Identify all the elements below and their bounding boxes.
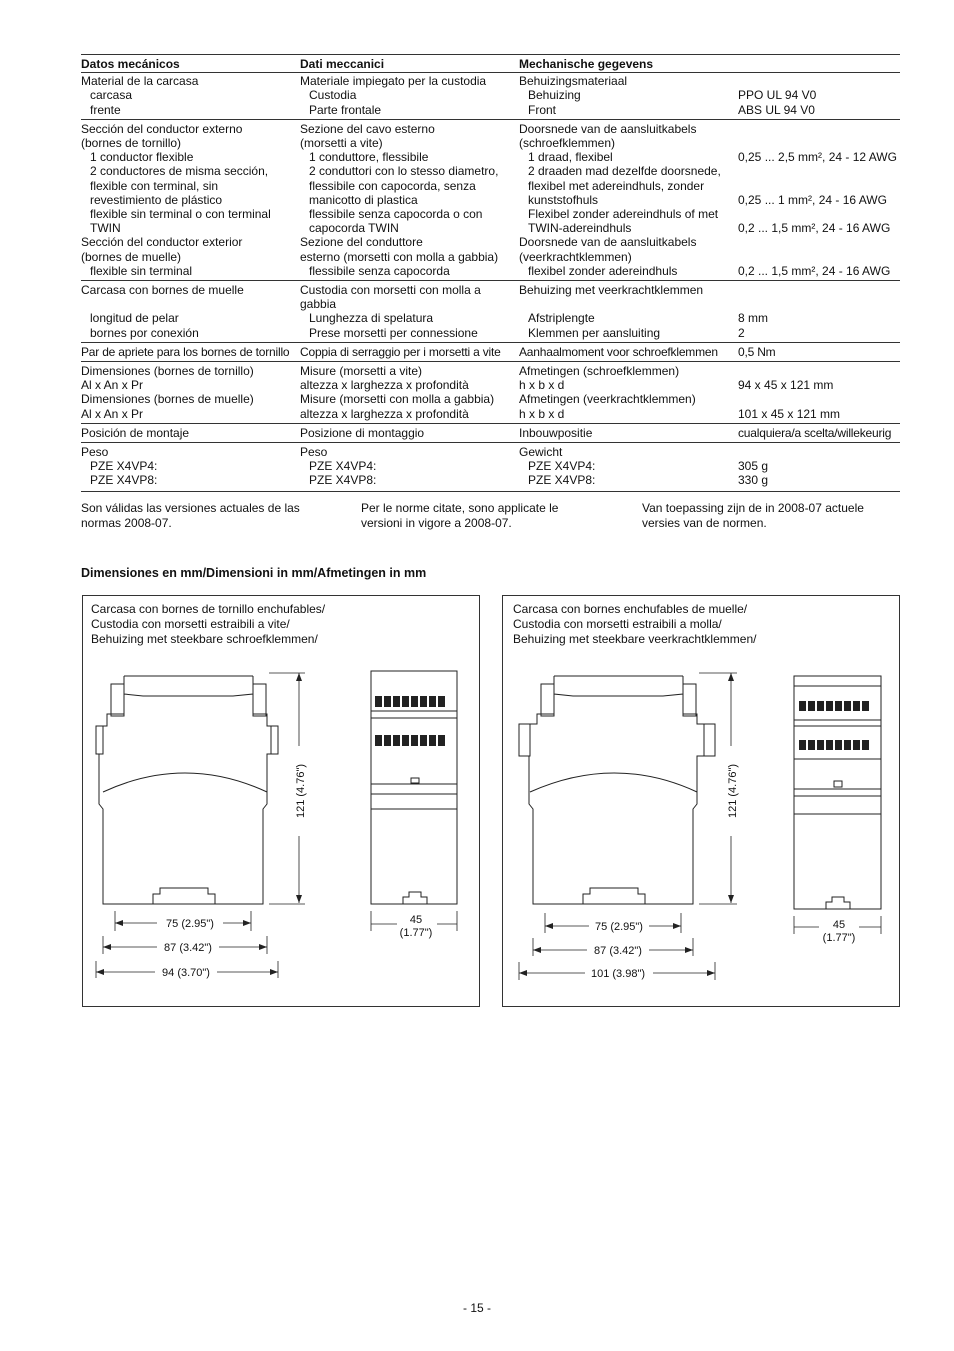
cell-line: manicotto di plastica bbox=[309, 192, 418, 207]
table-cell bbox=[738, 423, 900, 442]
table-cell bbox=[519, 443, 738, 492]
cell-line: 0,2 ... 1,5 mm², 24 - 16 AWG bbox=[738, 221, 891, 236]
cell-line: h x b x d bbox=[519, 406, 565, 421]
note-it: Per le norme citate, sono applicate le versioni in vigore a 2008-07. bbox=[361, 501, 559, 530]
cell-line: (bornes de muelle) bbox=[81, 249, 182, 264]
mechanical-data-table bbox=[81, 54, 900, 492]
depth-label: 45 bbox=[409, 914, 423, 926]
table-row bbox=[81, 281, 900, 343]
cell-line: Klemmen per aansluiting bbox=[528, 325, 661, 340]
cell-line bbox=[738, 283, 900, 297]
cell-line: 0,5 Nm bbox=[738, 344, 776, 359]
table-cell bbox=[300, 443, 519, 492]
cell-line: Behuizing bbox=[528, 88, 581, 103]
cell-line bbox=[738, 250, 900, 264]
cell-line: 8 mm bbox=[738, 311, 768, 326]
table-cell bbox=[738, 362, 900, 424]
caption-line: Carcasa con bornes de tornillo enchufables/ bbox=[91, 602, 326, 616]
cell-line: Behuizingsmateriaal bbox=[519, 74, 628, 89]
cell-line: esterno (morsetti con molla a gabbia) bbox=[300, 249, 499, 264]
cell-line: Posición de montaje bbox=[81, 425, 190, 440]
cell-line: Misure (morsetti a vite) bbox=[300, 364, 423, 379]
cell-line: Front bbox=[528, 102, 557, 117]
cell-line: Lunghezza di spelatura bbox=[309, 311, 434, 326]
table-cell bbox=[81, 281, 300, 343]
cell-line: PZE X4VP8: bbox=[90, 473, 158, 488]
cell-line: 1 draad, flexibel bbox=[528, 150, 613, 165]
cell-line: bornes por conexión bbox=[90, 325, 199, 340]
table-header-cell bbox=[738, 55, 900, 73]
cell-line: Sezione del conduttore bbox=[300, 235, 423, 250]
cell-line: (schroefklemmen) bbox=[519, 136, 616, 151]
table-header-cell: Dati meccanici bbox=[300, 55, 519, 73]
table-cell bbox=[300, 73, 519, 120]
cell-line: longitud de pelar bbox=[90, 311, 179, 326]
cell-line: 0,25 ... 1 mm², 24 - 16 AWG bbox=[738, 192, 887, 207]
cell-line: Inbouwpositie bbox=[519, 425, 593, 440]
drawing-spring-terminals bbox=[502, 595, 900, 1007]
depth-inch-label: (1.77") bbox=[399, 927, 433, 939]
cell-line: Dimensiones (bornes de tornillo) bbox=[81, 364, 254, 379]
cell-line: Afstriplengte bbox=[528, 311, 595, 326]
cell-line: TWIN bbox=[90, 221, 121, 236]
cell-line: Aanhaalmoment voor schroefklemmen bbox=[519, 344, 718, 359]
table-cell bbox=[81, 443, 300, 492]
cell-line: frente bbox=[90, 102, 121, 117]
cell-line: Sección del conductor externo bbox=[81, 121, 243, 136]
table-cell bbox=[300, 362, 519, 424]
cell-line: (bornes de tornillo) bbox=[81, 136, 182, 151]
cell-line bbox=[738, 179, 900, 193]
cell-line bbox=[738, 207, 900, 221]
cell-line: Peso bbox=[81, 445, 109, 460]
cell-line: Behuizing met veerkrachtklemmen bbox=[519, 283, 704, 298]
table-cell bbox=[300, 423, 519, 442]
table-row bbox=[81, 73, 900, 120]
width-94-label: 94 (3.70") bbox=[162, 967, 210, 979]
cell-line: carcasa bbox=[90, 88, 133, 103]
cell-line: Doorsnede van de aansluitkabels bbox=[519, 235, 697, 250]
width-75-label: 75 (2.95") bbox=[595, 921, 643, 933]
table-cell bbox=[738, 342, 900, 361]
table-cell bbox=[738, 281, 900, 343]
page-number: - 15 - bbox=[462, 1301, 491, 1315]
cell-line: cualquiera/a scelta/willekeurig bbox=[738, 425, 892, 440]
cell-line: PZE X4VP8: bbox=[309, 473, 377, 488]
note-nl: Van toepassing zijn de in 2008-07 actuele versies van de normen. bbox=[642, 501, 864, 530]
cell-line: 0,25 ... 2,5 mm², 24 - 12 AWG bbox=[738, 150, 897, 165]
cell-line: 2 bbox=[738, 325, 745, 340]
cell-line: Afmetingen (schroefklemmen) bbox=[519, 364, 680, 379]
cell-line: Doorsnede van de aansluitkabels bbox=[519, 121, 697, 136]
cell-line: Sezione del cavo esterno bbox=[300, 121, 435, 136]
height-label: 121 (4.76") bbox=[727, 763, 739, 819]
cell-line: 101 x 45 x 121 mm bbox=[738, 406, 841, 421]
cell-line: 94 x 45 x 121 mm bbox=[738, 378, 834, 393]
cell-line: PZE X4VP4: bbox=[90, 459, 158, 474]
cell-line: 2 draaden mad dezelfde doorsnede, bbox=[528, 164, 721, 179]
table-cell bbox=[519, 73, 738, 120]
table-header-cell: Mechanische gegevens bbox=[519, 55, 738, 73]
table-cell bbox=[81, 362, 300, 424]
table-cell bbox=[81, 423, 300, 442]
cell-line: PZE X4VP4: bbox=[309, 459, 377, 474]
cell-line: 1 conduttore, flessibile bbox=[309, 150, 429, 165]
caption-line: Custodia con morsetti estraibili a vite/ bbox=[91, 617, 290, 631]
cell-line: ABS UL 94 V0 bbox=[738, 102, 815, 117]
cell-line bbox=[738, 392, 900, 406]
table-cell bbox=[519, 281, 738, 343]
cell-line: 2 conductores de misma sección, bbox=[90, 164, 269, 179]
cell-line: revestimiento de plástico bbox=[90, 192, 223, 207]
height-label: 121 (4.76") bbox=[295, 763, 307, 819]
cell-line: (veerkrachtklemmen) bbox=[519, 249, 632, 264]
cell-line: Misure (morsetti con molla a gabbia) bbox=[300, 392, 495, 407]
cell-line: Posizione di montaggio bbox=[300, 425, 425, 440]
cell-line: Al x An x Pr bbox=[81, 378, 144, 393]
cell-line: PZE X4VP4: bbox=[528, 459, 596, 474]
cell-line: altezza x larghezza x profondità bbox=[300, 378, 469, 393]
cell-line bbox=[738, 445, 900, 459]
cell-line: h x b x d bbox=[519, 378, 565, 393]
table-cell bbox=[300, 342, 519, 361]
depth-inch-label: (1.77") bbox=[822, 932, 856, 944]
table-cell bbox=[81, 73, 300, 120]
cell-line: Gewicht bbox=[519, 445, 563, 460]
cell-line bbox=[738, 136, 900, 150]
cell-line: flexible sin terminal o con terminal bbox=[90, 207, 271, 222]
cell-line: 1 conductor flexible bbox=[90, 150, 194, 165]
cell-line: Custodia con morsetti con molla a bbox=[300, 283, 481, 298]
cell-line: Material de la carcasa bbox=[81, 74, 199, 89]
cell-line bbox=[738, 364, 900, 378]
cell-line: Sección del conductor exterior bbox=[81, 235, 243, 250]
cell-line: Prese morsetti per connessione bbox=[309, 325, 478, 340]
cell-line bbox=[738, 235, 900, 249]
width-75-label: 75 (2.95") bbox=[166, 918, 214, 930]
cell-line: flessibile con capocorda, senza bbox=[309, 178, 476, 193]
table-row bbox=[81, 342, 900, 361]
table-cell bbox=[519, 119, 738, 280]
table-cell bbox=[300, 119, 519, 280]
table-cell bbox=[519, 423, 738, 442]
table-row bbox=[81, 362, 900, 424]
cell-line: (morsetti a vite) bbox=[300, 136, 383, 151]
cell-line: Coppia di serraggio per i morsetti a vite bbox=[300, 344, 501, 359]
cell-line: Flexibel zonder adereindhuls of met bbox=[528, 207, 719, 222]
cell-line: Dimensiones (bornes de muelle) bbox=[81, 392, 254, 407]
cell-line bbox=[81, 297, 300, 311]
width-101-label: 101 (3.98") bbox=[590, 968, 646, 980]
cell-line: Peso bbox=[300, 445, 328, 460]
table-cell bbox=[81, 119, 300, 280]
cell-line: flexible sin terminal bbox=[90, 263, 193, 278]
cell-line: 330 g bbox=[738, 473, 769, 488]
caption-line: Behuizing met steekbare veerkrachtklemmen/ bbox=[513, 632, 757, 646]
drawing-screw-terminals bbox=[82, 595, 480, 1007]
cell-line: Par de apriete para los bornes de tornillo bbox=[81, 344, 290, 359]
cell-line: TWIN-adereindhuls bbox=[528, 221, 632, 236]
cell-line: Al x An x Pr bbox=[81, 406, 144, 421]
cell-line: PZE X4VP8: bbox=[528, 473, 596, 488]
cell-line bbox=[738, 297, 900, 311]
dimensions-title: Dimensiones en mm/Dimensioni in mm/Afmetingen in mm bbox=[81, 566, 427, 580]
cell-line: capocorda TWIN bbox=[309, 221, 399, 236]
cell-line: 0,2 ... 1,5 mm², 24 - 16 AWG bbox=[738, 263, 891, 278]
cell-line: flexibel met adereindhuls, zonder bbox=[528, 178, 705, 193]
table-row bbox=[81, 423, 900, 442]
cell-line: flessibile senza capocorda bbox=[309, 263, 450, 278]
caption-line: Custodia con morsetti estraibili a molla/ bbox=[513, 617, 722, 631]
table-cell bbox=[738, 73, 900, 120]
cell-line bbox=[738, 74, 900, 88]
cell-line: PPO UL 94 V0 bbox=[738, 88, 817, 103]
cell-line: Custodia bbox=[309, 88, 357, 103]
caption-line: Behuizing met steekbare schroefklemmen/ bbox=[91, 632, 318, 646]
cell-line: Carcasa con bornes de muelle bbox=[81, 283, 244, 298]
table-cell bbox=[738, 119, 900, 280]
cell-line: gabbia bbox=[300, 297, 337, 312]
width-87-label: 87 (3.42") bbox=[594, 945, 642, 957]
cell-line: flessibile senza capocorda o con bbox=[309, 207, 483, 222]
table-header-cell: Datos mecánicos bbox=[81, 55, 300, 73]
cell-line bbox=[738, 122, 900, 136]
cell-line: 305 g bbox=[738, 459, 769, 474]
cell-line: flexibel zonder adereindhuls bbox=[528, 263, 678, 278]
cell-line: Afmetingen (veerkrachtklemmen) bbox=[519, 392, 696, 407]
cell-line: kunststofhuls bbox=[528, 192, 599, 207]
table-row bbox=[81, 443, 900, 492]
table-header-row bbox=[81, 55, 900, 73]
cell-line bbox=[738, 164, 900, 178]
depth-label: 45 bbox=[832, 919, 846, 931]
cell-line: altezza x larghezza x profondità bbox=[300, 406, 469, 421]
cell-line: flexible con terminal, sin bbox=[90, 178, 219, 193]
table-row bbox=[81, 119, 900, 280]
caption-line: Carcasa con bornes enchufables de muelle/ bbox=[513, 602, 748, 616]
cell-line: Parte frontale bbox=[309, 102, 382, 117]
cell-line: 2 conduttori con lo stesso diametro, bbox=[309, 164, 499, 179]
spring-terminal-drawing-svg bbox=[503, 596, 901, 1008]
table-cell bbox=[738, 443, 900, 492]
table-cell bbox=[81, 342, 300, 361]
screw-terminal-drawing-svg bbox=[83, 596, 481, 1008]
cell-line: Materiale impiegato per la custodia bbox=[300, 74, 487, 89]
cell-line bbox=[519, 297, 738, 311]
width-87-label: 87 (3.42") bbox=[164, 942, 212, 954]
table-cell bbox=[519, 342, 738, 361]
table-cell bbox=[300, 281, 519, 343]
note-es: Son válidas las versiones actuales de las normas 2008-07. bbox=[81, 501, 300, 530]
table-cell bbox=[519, 362, 738, 424]
